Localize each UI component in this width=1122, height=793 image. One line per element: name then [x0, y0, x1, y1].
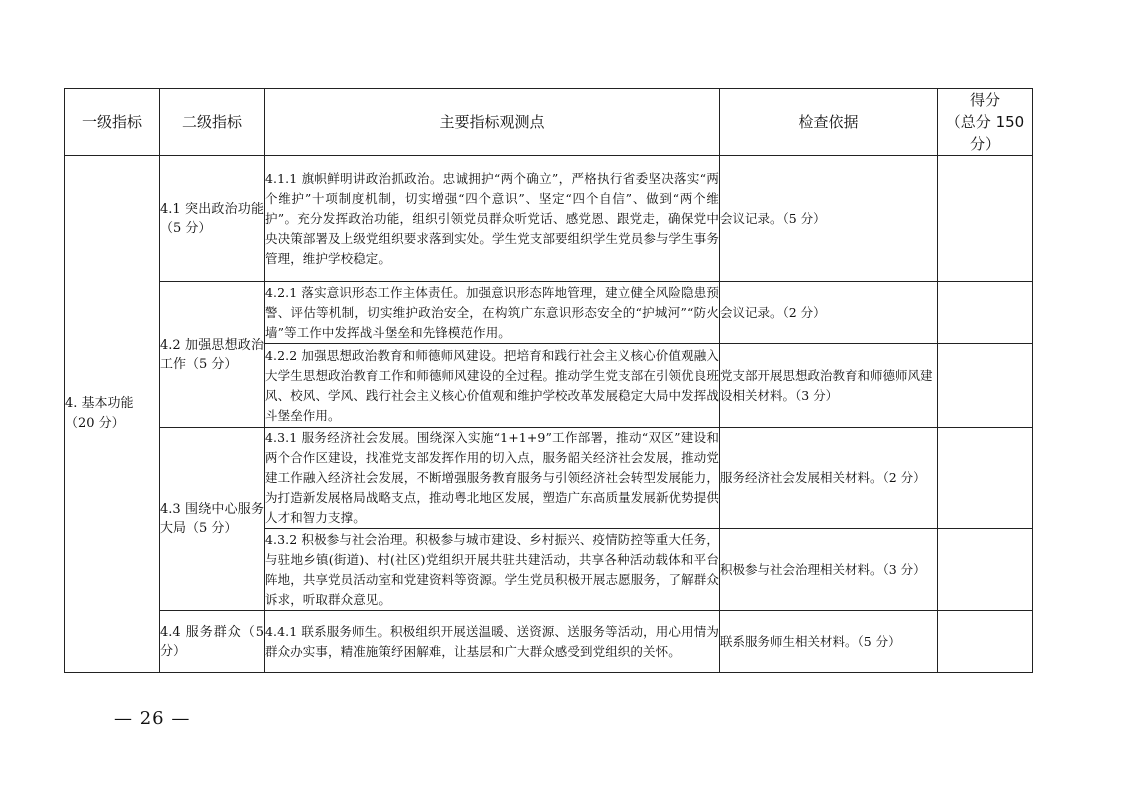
level2-cell: 4.1 突出政治功能（5 分） — [160, 156, 265, 282]
header-points: 主要指标观测点 — [265, 89, 720, 156]
points-cell: 4.2.2 加强思想政治教育和师德师风建设。把培育和践行社会主义核心价值观融入大学生思想政治教育工作和师德师风建设的全过程。推动学生党支部在引领优良班风、校风、学风、践行社会主义核心价值观和维护学校改革发展稳定大局中发挥战斗堡垒作用。 — [265, 344, 720, 428]
level2-cell: 4.3 围绕中心服务大局（5 分） — [160, 428, 265, 611]
score-cell — [938, 529, 1033, 611]
basis-cell: 党支部开展思想政治教育和师德师风建设相关材料。（3 分） — [720, 344, 938, 428]
header-level2: 二级指标 — [160, 89, 265, 156]
level1-cell: 4. 基本功能（20 分） — [65, 156, 160, 673]
points-cell: 4.4.1 联系服务师生。积极组织开展送温暖、送资源、送服务等活动，用心用情为群众办实事，精准施策纾困解难，让基层和广大群众感受到党组织的关怀。 — [265, 611, 720, 673]
table-row — [65, 282, 1033, 344]
level2-cell: 4.2 加强思想政治工作（5 分） — [160, 282, 265, 428]
basis-cell: 会议记录。（2 分） — [720, 282, 938, 344]
points-cell: 4.3.1 服务经济社会发展。围绕深入实施“1+1+9”工作部署，推动“双区”建设和两个合作区建设，找准党支部发挥作用的切入点，服务韶关经济社会发展，推动党建工作融入经济社会发展，不断增强服务教育服务与引领经济社会转型发展能力，为打造新发展格局战略支点，推动粤北地区发展，塑造广东高质量发展新优势提供人才和智力支撑。 — [265, 428, 720, 529]
points-cell: 4.3.2 积极参与社会治理。积极参与城市建设、乡村振兴、疫情防控等重大任务，与驻地乡镇(街道)、村(社区)党组织开展共驻共建活动，共享各种活动载体和平台阵地，共享党员活动室和党建资料等资源。学生党员积极开展志愿服务，了解群众诉求，听取群众意见。 — [265, 529, 720, 611]
basis-cell: 会议记录。（5 分） — [720, 156, 938, 282]
score-cell — [938, 344, 1033, 428]
header-row — [65, 89, 1033, 156]
basis-cell: 联系服务师生相关材料。（5 分） — [720, 611, 938, 673]
page-number: — 26 — — [114, 708, 191, 729]
level2-cell: 4.4 服务群众（5 分） — [160, 611, 265, 673]
header-score-label: 得分 — [969, 91, 1000, 109]
evaluation-table — [64, 88, 1033, 673]
header-score-total: （总分 150 分） — [945, 113, 1025, 153]
score-cell — [938, 428, 1033, 529]
evaluation-sheet — [64, 88, 1032, 673]
basis-cell: 服务经济社会发展相关材料。（2 分） — [720, 428, 938, 529]
table-row — [65, 611, 1033, 673]
score-cell — [938, 611, 1033, 673]
header-level1: 一级指标 — [65, 89, 160, 156]
table-row — [65, 428, 1033, 529]
points-cell: 4.1.1 旗帜鲜明讲政治抓政治。忠诚拥护“两个确立”，严格执行省委坚决落实“两个维护”十项制度机制，切实增强“四个意识”、坚定“四个自信”、做到“两个维护”。充分发挥政治功能，组织引领党员群众听党话、感党恩、跟党走，确保党中央决策部署及上级党组织要求落到实处。学生党支部要组织学生党员参与学生事务管理，维护学校稳定。 — [265, 156, 720, 282]
score-cell — [938, 156, 1033, 282]
points-cell: 4.2.1 落实意识形态工作主体责任。加强意识形态阵地管理，建立健全风险隐患预警、评估等机制，切实维护政治安全，在构筑广东意识形态安全的“护城河”“防火墙”等工作中发挥战斗堡垒和先锋模范作用。 — [265, 282, 720, 344]
table-row — [65, 156, 1033, 282]
header-score — [938, 89, 1033, 156]
header-basis: 检查依据 — [720, 89, 938, 156]
basis-cell: 积极参与社会治理相关材料。（3 分） — [720, 529, 938, 611]
score-cell — [938, 282, 1033, 344]
